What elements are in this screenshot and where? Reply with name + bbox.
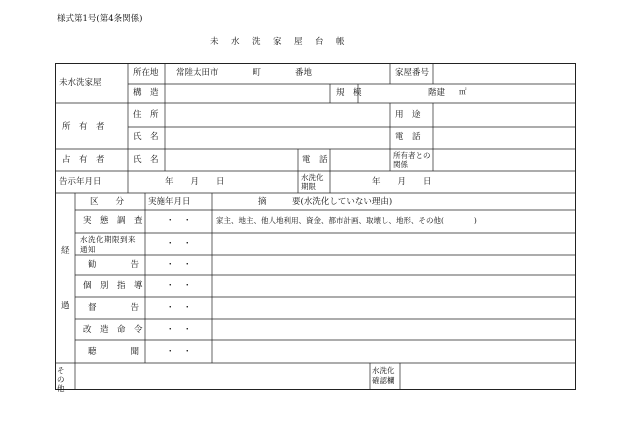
- house-no-label: 家屋番号: [395, 68, 430, 78]
- floors-label: 階建: [428, 88, 446, 98]
- row-date-guidance[interactable]: ・ ・: [166, 281, 192, 291]
- header-summary: 摘 要(水洗化していない理由): [258, 197, 393, 207]
- header-category: 区 分: [90, 197, 125, 207]
- form-id: 様式第1号(第4条関係): [57, 14, 143, 24]
- owner-section-label: 所 有 者: [62, 122, 105, 132]
- row-label-order: 改 造 命 令: [83, 325, 143, 335]
- row-date-survey[interactable]: ・ ・: [166, 216, 192, 226]
- row-date-urging[interactable]: ・ ・: [166, 303, 192, 313]
- occupant-name-label: 氏 名: [133, 155, 159, 165]
- occupant-section-label: 占 有 者: [62, 155, 105, 165]
- location-label: 所在地: [133, 68, 159, 78]
- row-summary-survey: 家主、地主、他人地利用、資金、都市計画、取壊し、地形、その他( ): [216, 216, 477, 225]
- relation-label: 所有者との関係: [393, 151, 431, 169]
- deadline-value[interactable]: 年 月 日: [372, 177, 432, 187]
- row-label-advice: 勧 告: [88, 260, 140, 270]
- row-label-urging: 督 告: [88, 303, 140, 313]
- row-label-survey: 実 態 調 査: [83, 216, 143, 226]
- row-label-deadline-notice: 水洗化期限到来通知: [80, 235, 136, 254]
- row-label-hearing: 聴 聞: [88, 347, 140, 357]
- row-date-advice[interactable]: ・ ・: [166, 260, 192, 270]
- progress-side-label-top: 経: [61, 246, 70, 256]
- use-label: 用 途: [395, 110, 421, 120]
- confirm-label: 水洗化確認欄: [372, 366, 395, 385]
- notice-date-value[interactable]: 年 月 日: [165, 177, 225, 187]
- row-date-deadline-notice[interactable]: ・ ・: [166, 239, 192, 249]
- header-date: 実施年月日: [148, 197, 191, 207]
- owner-address-label: 住 所: [133, 110, 159, 120]
- deadline-label: 水洗化期限: [301, 173, 324, 191]
- row-label-guidance: 個 別 指 導: [83, 281, 143, 291]
- location-value[interactable]: 常陸太田市 町 番地: [176, 68, 313, 78]
- scale-label: 規 模: [336, 88, 362, 98]
- progress-side-label-bottom: 過: [61, 301, 70, 311]
- row-date-order[interactable]: ・ ・: [166, 325, 192, 335]
- row-date-hearing[interactable]: ・ ・: [166, 347, 192, 357]
- occupant-phone-label: 電 話: [302, 155, 328, 165]
- form-title: 未 水 洗 家 屋 台 帳: [210, 37, 347, 47]
- notice-date-label: 告示年月日: [59, 177, 102, 187]
- owner-phone-label: 電 話: [395, 132, 421, 142]
- house-section-label: 未水洗家屋: [59, 78, 102, 88]
- owner-name-label: 氏 名: [133, 132, 159, 142]
- area-unit: ㎡: [459, 87, 467, 96]
- other-label: その他: [57, 366, 65, 393]
- structure-label: 構 造: [133, 88, 159, 98]
